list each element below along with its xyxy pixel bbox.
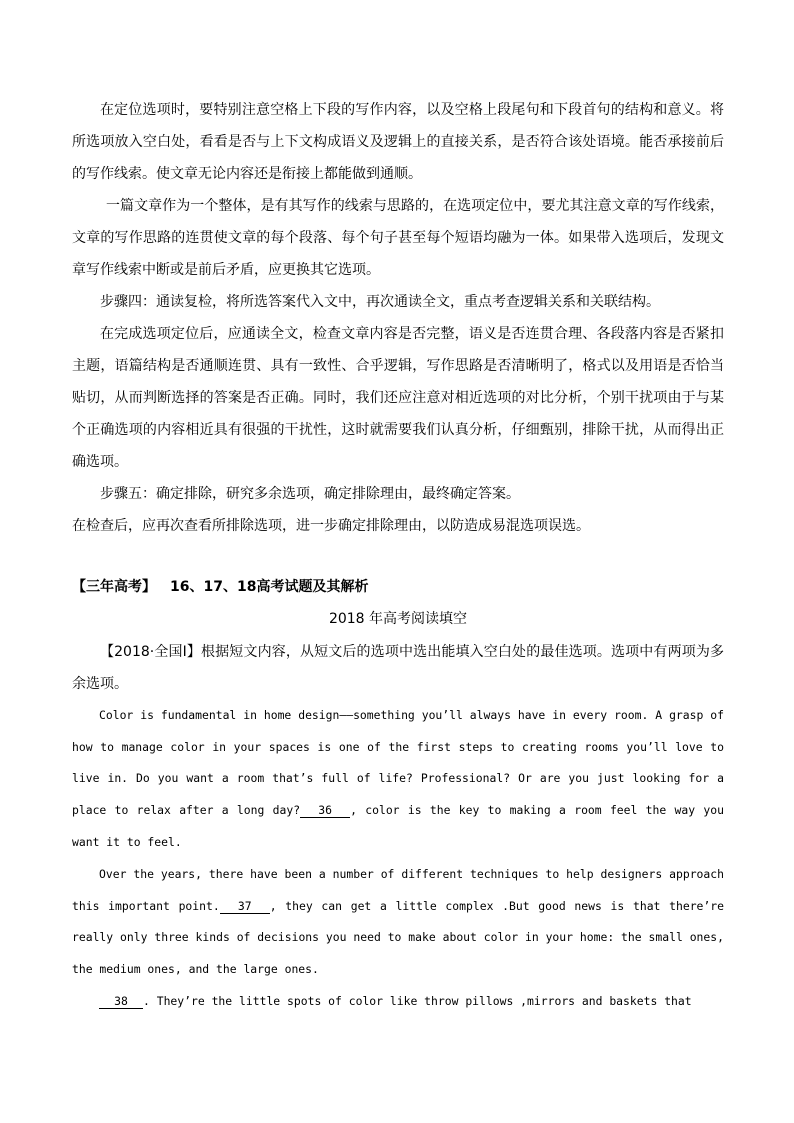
answer-blank-37[interactable]: 37: [220, 899, 270, 914]
paragraph-review-full-text: 在完成选项定位后，应通读全文，检查文章内容是否完整，语义是否连贯合理、各段落内容是否紧扣主题，语篇结构是否通顺连贯、具有一致性、合乎逻辑，写作思路是否清晰明了，格式以及用语是否恰当贴切，从而判断选择的答案是否正确。同时，我们还应注意对相近选项的对比分析，个别干扰项由于与某个正确选项的内容相近具有很强的干扰性，这时就需要我们认真分析，仔细甄别，排除干扰，从而得出正确选项。: [72, 326, 724, 470]
section-title: 16、17、18高考试题及其解析: [170, 579, 369, 595]
passage-paragraph-3: [72, 986, 724, 1018]
section-heading: [72, 577, 724, 597]
answer-blank-36[interactable]: 36: [300, 803, 350, 818]
paragraph-step-five: 步骤五：确定排除，研究多余选项，确定排除理由，最终确定答案。: [100, 486, 520, 502]
passage-text: , color is the key to making a room feel the way you want it to feel.: [72, 803, 724, 849]
answer-blank-38[interactable]: 38: [99, 994, 143, 1009]
passage-text: Color is fundamental in home design——something you’ll always have in every room. A grasp of how to manage color in your spaces is one of the first steps to creating rooms you’ll love to live in. Do you want a room that’s full of life? Professional? Or are you just looking for a place to relax after a long day?: [72, 708, 724, 818]
passage-text: , they can get a little complex .But good news is that there’re really only three kinds of decisions you need to make about color in your home: the small ones, the medium ones, and the large ones.: [72, 898, 724, 977]
paragraph-step-four: 步骤四：通读复检，将所选答案代入文中，再次通读全文，重点考查逻辑关系和关联结构。: [100, 294, 660, 310]
paragraph-recheck-excluded: 在检查后，应再次查看所排除选项，进一步确定排除理由，以防造成易混选项误选。: [72, 518, 590, 534]
passage-text: Over the years, there have been a number of different techniques to help designers approach this important point.: [72, 867, 724, 913]
paragraph-writing-clues: 一篇文章作为一个整体，是有其写作的线索与思路的，在选项定位中，要尤其注意文章的写作线索，文章的写作思路的连贯使文章的每个段落、每个句子甚至每个短语均融为一体。如果带入选项后，发现文章写作线索中断或是前后矛盾，应更换其它选项。: [72, 198, 724, 278]
passage-text: . They’re the little spots of color like throw pillows ,mirrors and baskets that: [143, 994, 692, 1008]
passage-paragraph-1: [72, 700, 724, 859]
exam-instruction: 【2018·全国Ⅰ】根据短文内容，从短文后的选项中选出能填入空白处的最佳选项。选项中有两项为多余选项。: [72, 644, 724, 692]
exam-title: 2018 年高考阅读填空: [328, 611, 468, 627]
paragraph-locating-options: 在定位选项时，要特别注意空格上下段的写作内容，以及空格上段尾句和下段首句的结构和意义。将所选项放入空白处，看看是否与上下文构成语义及逻辑上的直接关系，是否符合该处语境。能否承接前后的写作线索。使文章无论内容还是衔接上都能做到通顺。: [72, 102, 724, 182]
section-tag: 【三年高考】: [72, 579, 156, 595]
passage-paragraph-2: [72, 859, 724, 986]
